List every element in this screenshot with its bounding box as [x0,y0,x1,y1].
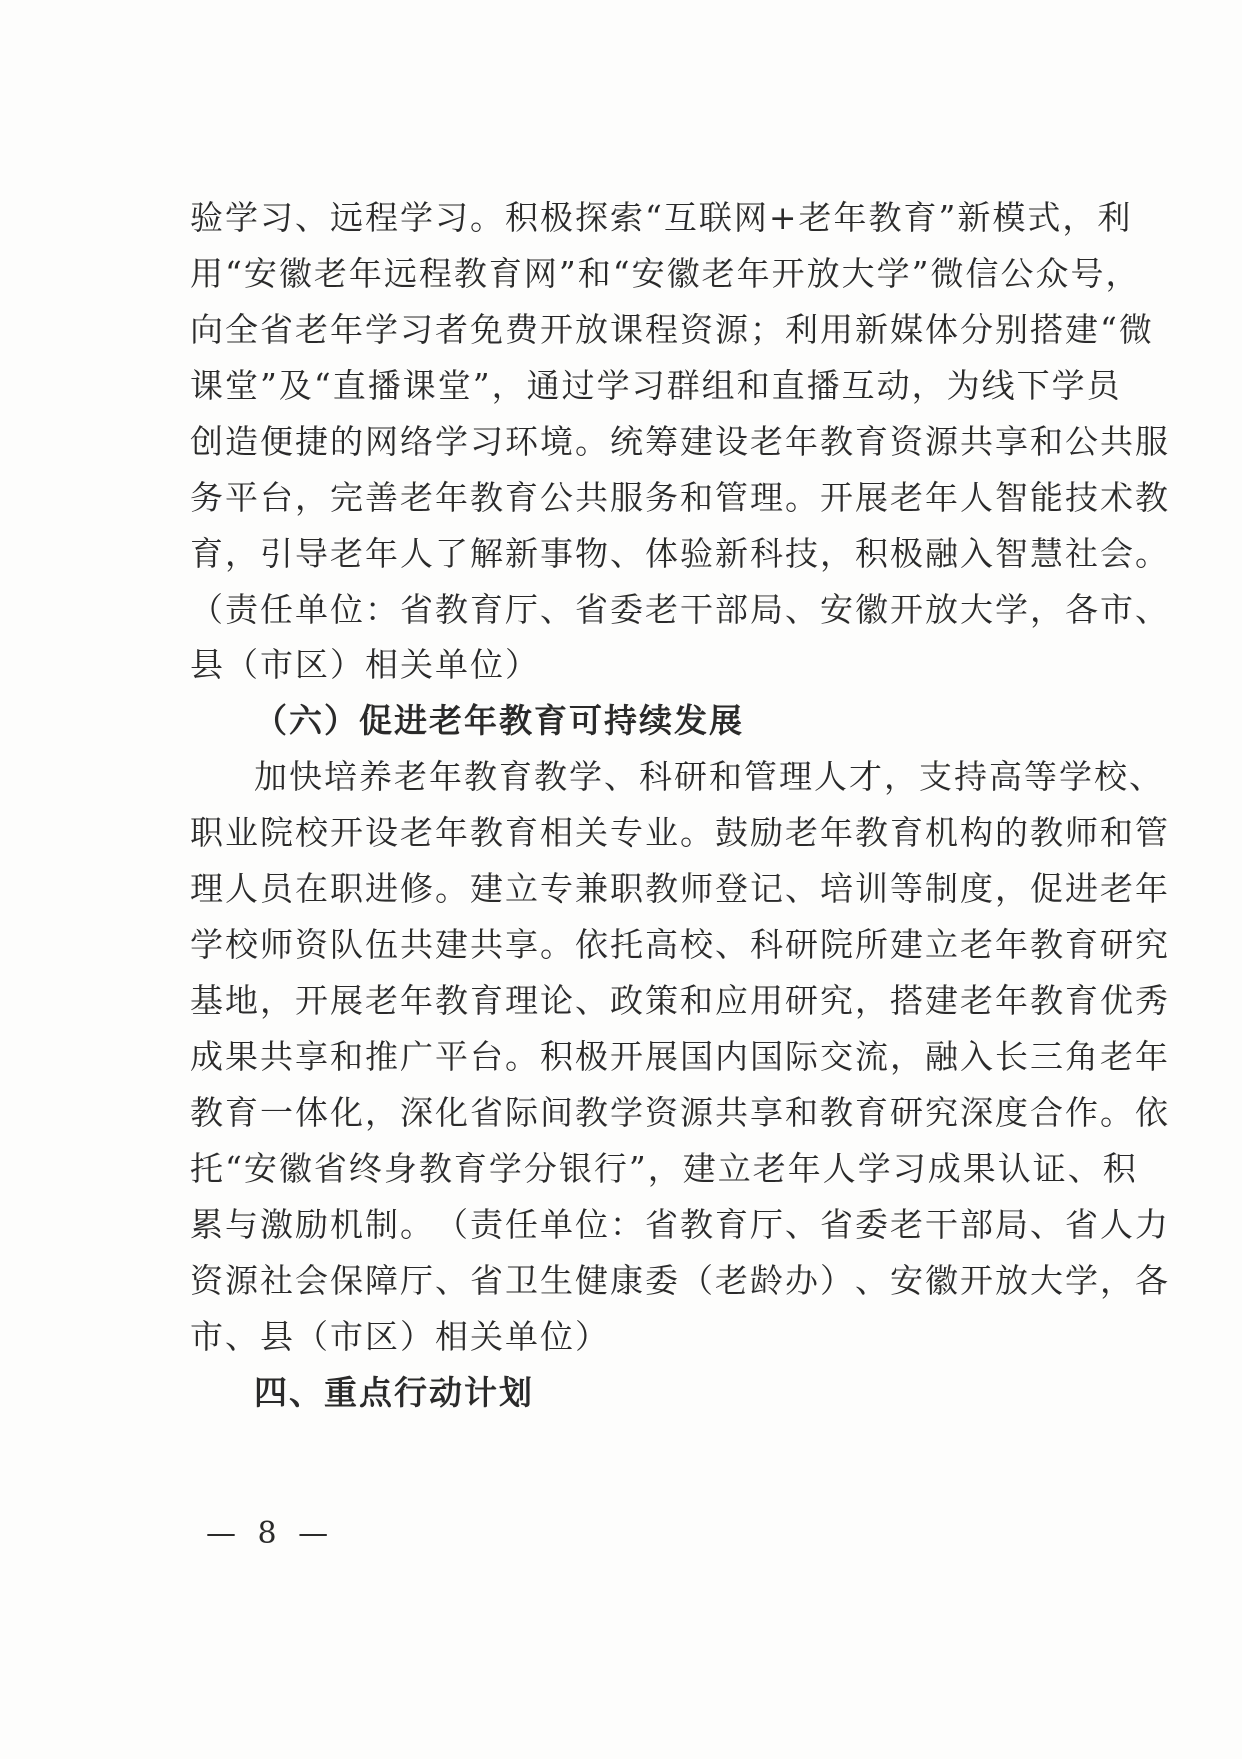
body-text-line: 托 “ 安 徽 省 终 身 教 育 学 分 银 行 ” ， 建 立 老 年 人 学 习 成 果 认 证 、 积 [190,1149,1138,1188]
body-text-line: 资 源 社 会 保 障 厅 、 省 卫 生 健 康 委 （ 老 龄 办 ） 、 安 徽 开 放 大 学 ， 各 [190,1261,1170,1300]
body-text-line: 创 造 便 捷 的 网 络 学 习 环 境 。 统 筹 建 设 老 年 教 育 资 源 共 享 和 公 共 服 [190,422,1170,461]
body-text-line: 验 学 习 、 远 程 学 习 。 积 极 探 索 “ 互 联 网 + 老 年 教 育 ” 新 模 式 ， 利 [190,198,1133,237]
body-text-line: 用 “ 安 徽 老 年 远 程 教 育 网 ” 和 “ 安 徽 老 年 开 放 大 学 ” 微 信 公 众 号 ， [190,254,1141,293]
body-text-line: 累 与 激 励 机 制 。 （ 责 任 单 位 ： 省 教 育 厅 、 省 委 老 干 部 局 、 省 人 力 [190,1205,1170,1244]
page-number: — 8 — [206,1516,335,1551]
body-text-line: 课 堂 ” 及 “ 直 播 课 堂 ” ， 通 过 学 习 群 组 和 直 播 互 动 ， 为 线 下 学 员 [190,366,1122,405]
body-text-line: 基 地 ， 开 展 老 年 教 育 理 论 、 政 策 和 应 用 研 究 ， 搭 建 老 年 教 育 优 秀 [190,981,1170,1020]
body-text-line: 学 校 师 资 队 伍 共 建 共 享 。 依 托 高 校 、 科 研 院 所 建 立 老 年 教 育 研 究 [190,925,1170,964]
body-text-line: 务 平 台 ， 完 善 老 年 教 育 公 共 服 务 和 管 理 。 开 展 老 年 人 智 能 技 术 教 [190,478,1170,517]
body-text-line: 市、县（市区）相关单位） [190,1317,610,1356]
body-text-line: 成 果 共 享 和 推 广 平 台 。 积 极 开 展 国 内 国 际 交 流 ， 融 入 长 三 角 老 年 [190,1037,1170,1076]
body-text-line: 理 人 员 在 职 进 修 。 建 立 专 兼 职 教 师 登 记 、 培 训 等 制 度 ， 促 进 老 年 [190,869,1170,908]
body-text-line: 教 育 一 体 化 ， 深 化 省 际 间 教 学 资 源 共 享 和 教 育 研 究 深 度 合 作 。 依 [190,1093,1170,1132]
paragraph-first-line: 加 快 培 养 老 年 教 育 教 学 、 科 研 和 管 理 人 才 ， 支 持 高 等 学 校 、 [254,757,1164,796]
body-text-line: （ 责 任 单 位 ： 省 教 育 厅 、 省 委 老 干 部 局 、 安 徽 开 放 大 学 ， 各 市 、 [190,590,1170,629]
body-text-line: 职 业 院 校 开 设 老 年 教 育 相 关 专 业 。 鼓 励 老 年 教 育 机 构 的 教 师 和 管 [190,813,1170,852]
body-text-line: 县（市区）相关单位） [190,645,540,684]
section-heading: （六）促进老年教育可持续发展 [254,701,744,740]
body-text-line: 育 ， 引 导 老 年 人 了 解 新 事 物 、 体 验 新 科 技 ， 积 极 融 入 智 慧 社 会 。 [190,534,1170,573]
body-text-line: 向 全 省 老 年 学 习 者 免 费 开 放 课 程 资 源 ； 利 用 新 媒 体 分 别 搭 建 “ 微 [190,310,1154,349]
section-heading: 四、重点行动计划 [254,1373,534,1412]
